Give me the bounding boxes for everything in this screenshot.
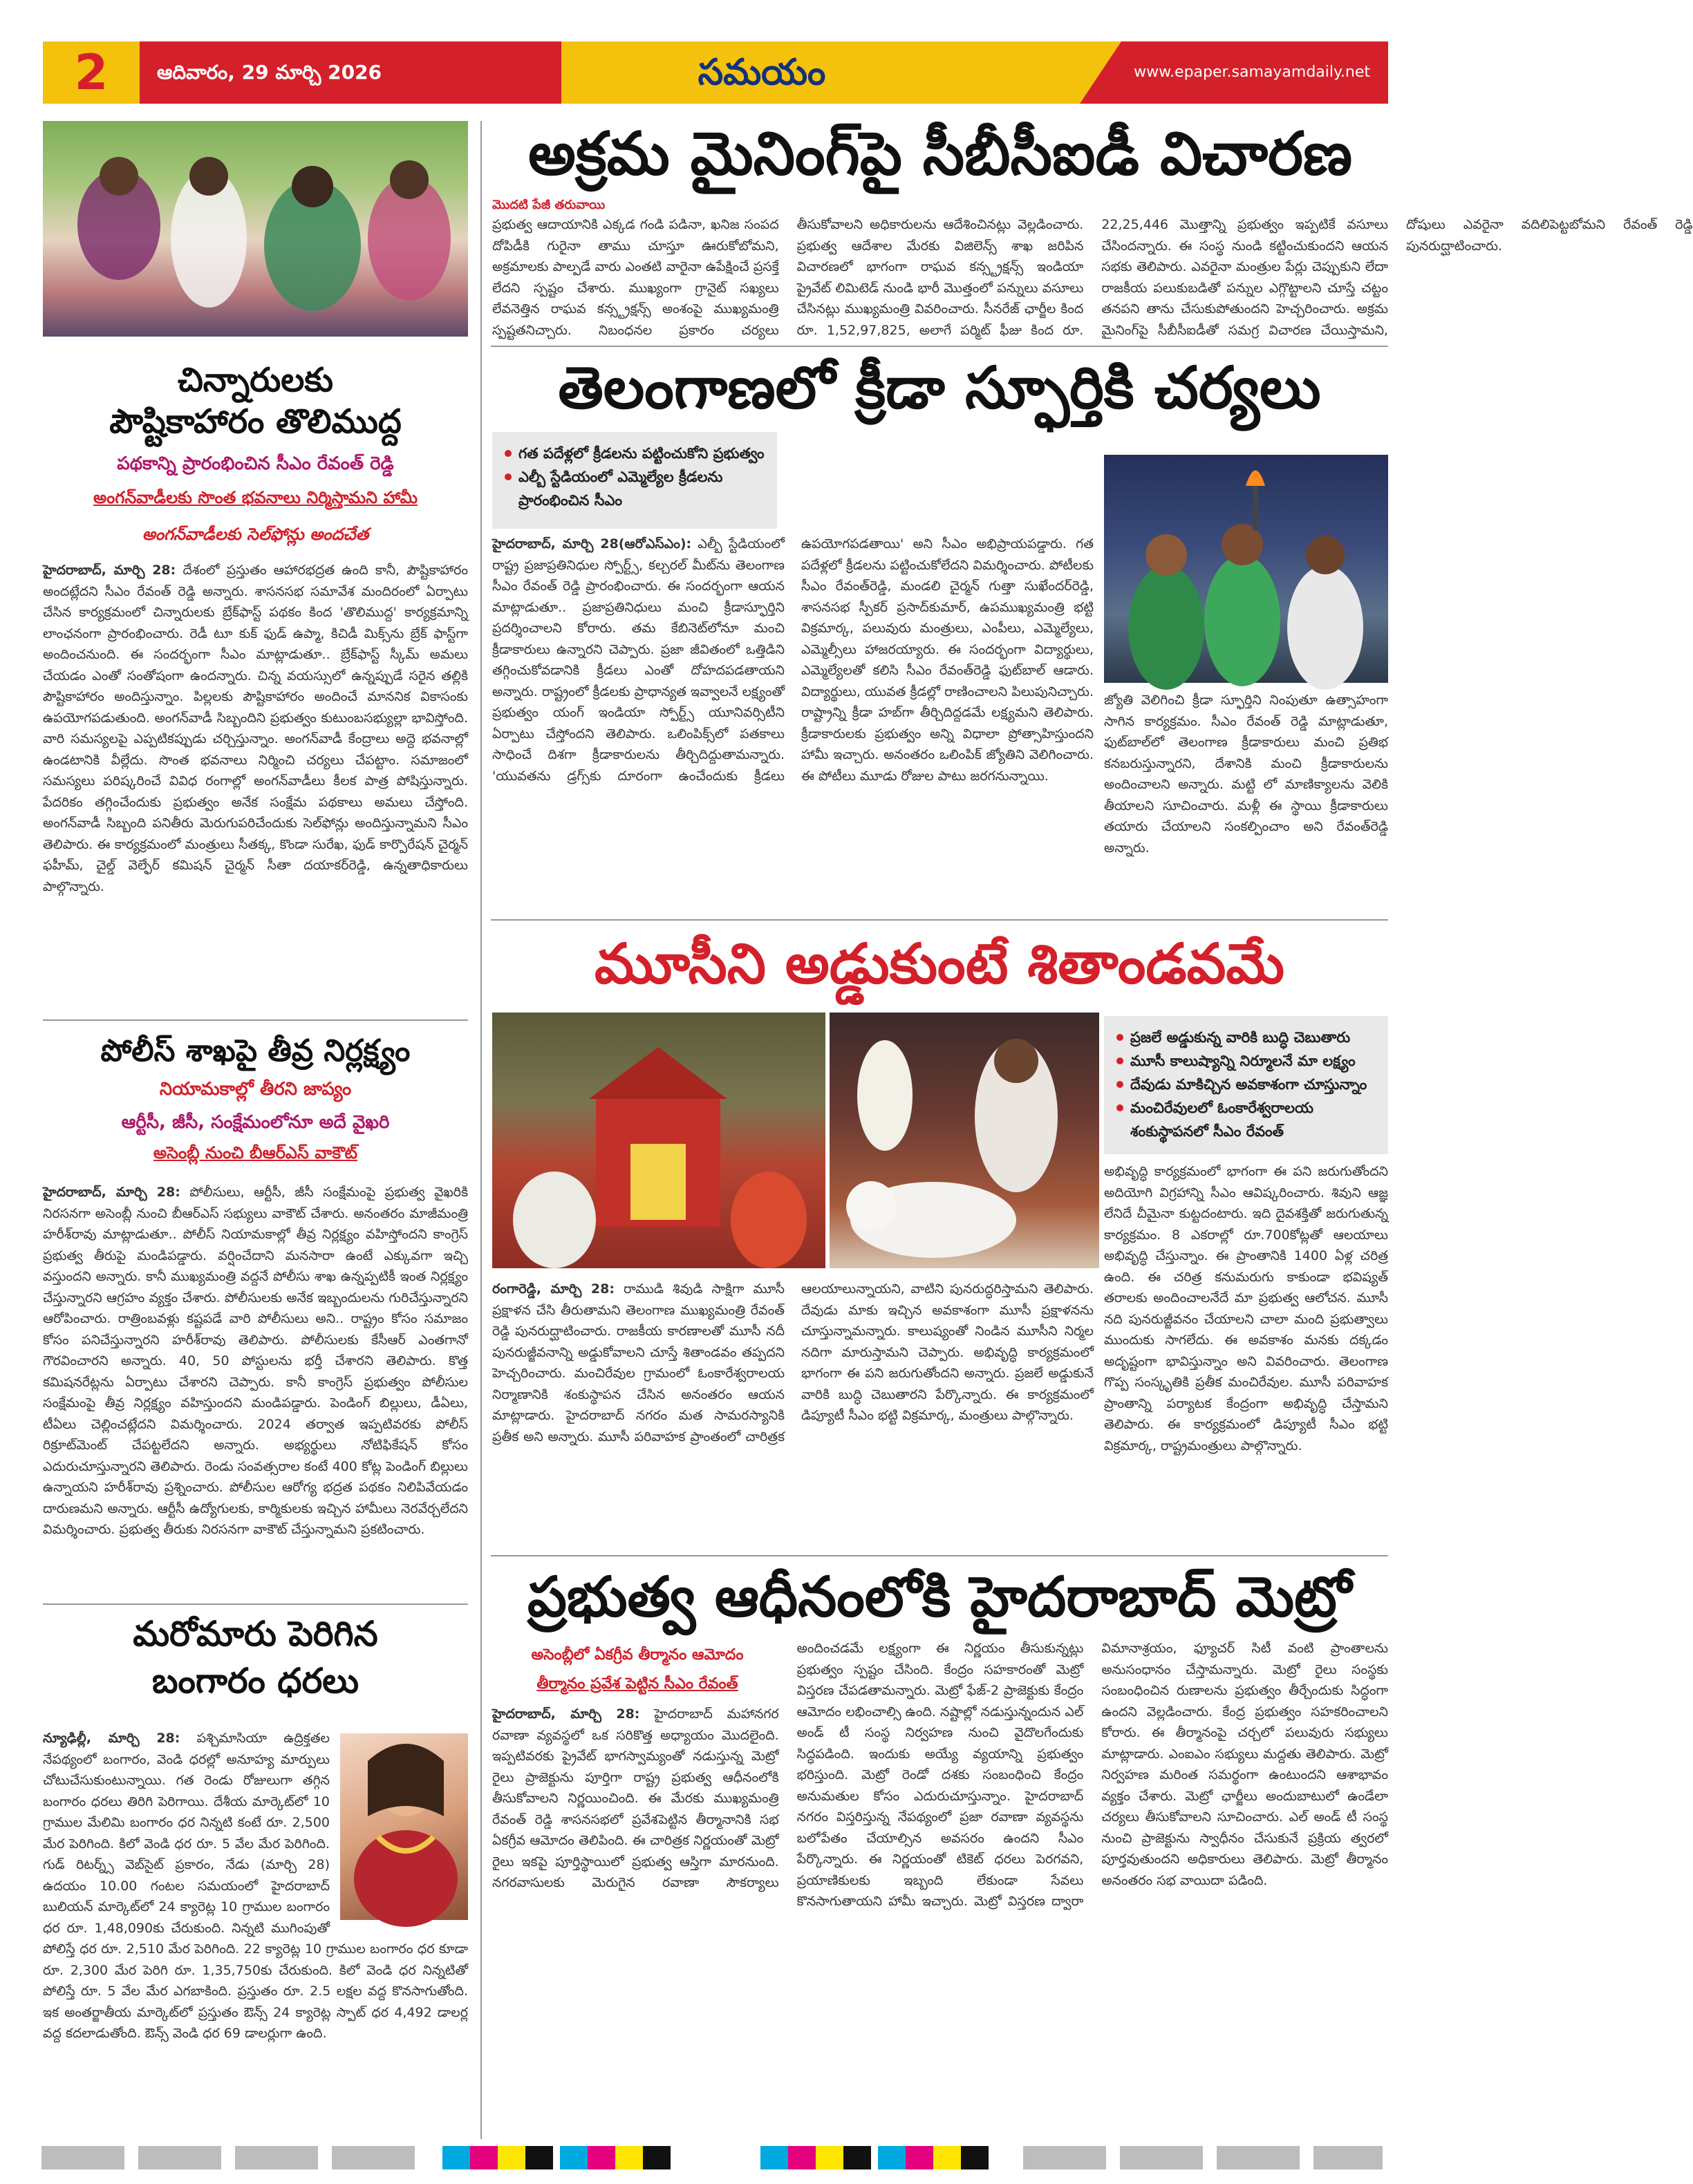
- nutrition-headline-line2: పౌష్టికాహారం తొలిముద్ద: [109, 402, 402, 441]
- cow-puja-photo: [830, 1013, 1099, 1268]
- page-number: 2: [74, 44, 109, 101]
- sports-text: ఎల్బీ స్టేడియంలో రాష్ట్ర ప్రజాప్రతినిధుల స్పోర్ట్స్, కల్చరల్ మీట్‌ను తెలంగాణ సీఎం రేవంత్ రెడ్డి ప్రారంభించారు. ఈ సందర్భంగా ఆయన మాట్లాడుతూ.. ప్రజాప్రతినిధులు మంచి క్రీడాస్ఫూర్తిని ప్రదర్శించాలని కోరారు. తమ కేబినెట్‌లోనూ మంచి క్రీడాకారులు ఉన్నారని చెప్పారు. ప్రజా జీవితంలో ఒత్తిడిని తగ్గించుకోవడానికి క్రీడలు ఎంతో దోహదపడతాయని అన్నారు. రాష్ట్రంలో క్రీడలకు ప్రాధాన్యత ఇవ్వాలనే లక్ష్యంతో ప్రభుత్వం యంగ్ ఇండియా స్పోర్ట్స్ యూనివర్సిటీని ఏర్పాటు చేస్తోందని తెలిపారు. ఒలింపిక్స్‌లో పతకాలు సాధించే దిశగా క్రీడాకారులను తీర్చిదిద్దుతామన్నారు. 'యువతను డ్రగ్స్‌కు దూరంగా ఉంచేందుకు క్రీడలు ఉపయోగపడతాయి' అని సీఎం అభిప్రాయపడ్డారు. గత పదేళ్లలో క్రీడలను పట్టించుకోలేదని విమర్శించారు. పోటీలకు సీఎం రేవంత్‌రెడ్డి, మండలి చైర్మన్ గుత్తా సుఖేందర్‌రెడ్డి, శాసనసభ స్పీకర్ ప్రసాద్‌కుమార్, ఉపముఖ్యమంత్రి భట్టి విక్రమార్క, పలువురు మంత్రులు, ఎంపీలు, ఎమ్మెల్యేలు, ఎమ్మెల్సీలు హాజరయ్యారు. ఈ సందర్భంగా విద్యార్థులు, ఎమ్మెల్యేలతో కలిసి సీఎం రేవంత్‌రెడ్డి ఫుట్‌బాల్ ఆడారు. విద్యార్థులు, యువత క్రీడల్లో రాణించాలని పిలుపునిచ్చారు. రాష్ట్రాన్ని క్రీడా హబ్‌గా తీర్చిదిద్దడమే లక్ష్యమని తెలిపారు. క్రీడాకారులకు ప్రభుత్వం అన్ని విధాలా ప్రోత్సాహిస్తుందని హామీ ఇచ్చారు. అనంతరం ఒలింపిక్ జ్యోతిని వెలిగించారు. ఈ పోటీలు మూడు రోజుల పాటు జరగనున్నాయి.: [492, 536, 1094, 784]
- sports-body: [492, 534, 1094, 910]
- musi-bullet-1: ప్రజలే అడ్డుకున్న వారికి బుద్ధి చెబుతారు: [1115, 1026, 1377, 1049]
- temple-ritual-photo: [492, 1013, 825, 1268]
- musi-dateline: రంగారెడ్డి, మార్చి 28:: [492, 1281, 615, 1297]
- sports-headline: తెలంగాణలో క్రీడా స్ఫూర్తికి చర్యలు: [558, 354, 1321, 422]
- nutrition-deck-2: అంగన్‌వాడీలకు సొంత భవనాలు నిర్మిస్తామని హామీ: [93, 488, 418, 507]
- metro-deck-1: అసెంబ్లీలో ఏకగ్రీవ తీర్మానం ఆమోదం: [531, 1646, 744, 1664]
- masthead: [43, 41, 1388, 104]
- gold-headline-line1: మరోమారు పెరిగిన: [133, 1614, 378, 1654]
- musi-body: [492, 1279, 1094, 1576]
- sports-bullet-2: ఎల్బీ స్టేడియంలో ఎమ్మెల్యేల క్రీడలను ప్రారంభించిన సీఎం: [503, 465, 766, 512]
- police-deck-1: నియామకాల్లో తీరని జాప్యం: [159, 1079, 352, 1100]
- police-deck-2: ఆర్టీసీ, జీసీ, సంక్షేమంలోనూ అదే వైఖరి: [121, 1112, 390, 1133]
- sports-caption-text: జ్యోతి వెలిగించి క్రీడా స్ఫూర్తిని నింపుతూ ఉత్సాహంగా సాగిన కార్యక్రమం. సీఎం రేవంత్ రెడ్డి మాట్లాడుతూ, ఫుట్‌బాల్‌లో తెలంగాణ క్రీడాకారులు మంచి ప్రతిభ కనబరుస్తున్నారని, దేశానికి మంచి క్రీడాకారులను అందించాలని అన్నారు. మట్టి లో మాణిక్యాలను వెలికి తీయాలని సూచించారు. మళ్లీ ఈ స్థాయి క్రీడాకారులు తయారు చేయాలని సంకల్పించాం అని రేవంత్‌రెడ్డి అన్నారు.: [1104, 693, 1388, 856]
- musi-text-2: అభివృద్ధి కార్యక్రమంలో భాగంగా ఈ పని జరుగుతోందని అదియోగి విగ్రహాన్ని సీఎం ఆవిష్కరించారు. శివుని ఆజ్ఞ లేనిదే చీమైనా కుట్టదంటారు. ఇది దైవశక్తితో జరుగుతున్న కార్యక్రమం. 8 ఎకరాల్లో రూ.700కోట్లతో ఆలయాలు అభివృద్ధి చేస్తున్నాం. ఈ ప్రాంతానికి 1400 ఏళ్ల చరిత్ర ఉంది. ఈ చరిత్ర కనుమరుగు కాకుండా భవిష్యత్ తరాలకు అందించాలనేదే మా ప్రభుత్వ ఆలోచన. మూసీ నది పునరుజ్జీవనం చేయాలని చాలా మంది ప్రభుత్వాలు ముందుకు సాగలేదు. ఈ అవకాశం మనకు దక్కడం అదృష్టంగా భావిస్తున్నాం అని వివరించారు. తెలంగాణ గొప్ప సంస్కృతికి ప్రతీక మంచిరేవుల. మూసీ పరివాహక ప్రాంతాన్ని పర్యాటక కేంద్రంగా అభివృద్ధి చేస్తామని తెలిపారు. ఈ కార్యక్రమంలో డిప్యూటీ సీఎం భట్టి విక్రమార్క, రాష్ట్రమంత్రులు పాల్గొన్నారు.: [1104, 1164, 1388, 1453]
- nutrition-launch-photo: [43, 121, 468, 337]
- nutrition-body: [43, 560, 468, 1016]
- epaper-url[interactable]: www.epaper.samayamdaily.net: [1134, 64, 1370, 81]
- musi-headline: మూసీని అడ్డుకుంటే శితాండవమే: [594, 932, 1285, 996]
- musi-body-2: [1104, 1161, 1388, 1576]
- police-deck-3: అసెంబ్లీ నుంచి బీఆర్ఎస్ వాకౌట్: [153, 1143, 358, 1162]
- gold-text: పశ్చిమాసియా ఉద్రిక్తతల నేపథ్యంలో బంగారం, వెండి ధరల్లో అనూహ్య మార్పులు చోటుచేసుకుంటున్నాయి. గత రెండు రోజులుగా తగ్గిన బంగారం ధరలు తిరిగి పెరిగాయి. దేశీయ మార్కెట్‌లో 10 గ్రాముల మేలిమి బంగారం ధర నిన్నటి కంటే రూ. 2,500 మేర పెరిగింది. కిలో వెండి ధర రూ. 5 వేల మేర పెరిగింది. గుడ్ రిటర్న్స్ వెబ్‌సైట్ ప్రకారం, నేడు (మార్చి 28) ఉదయం 10.00 గంటల సమయంలో హైదరాబాద్ బులియన్ మార్కెట్‌లో 24 క్యారెట్ల 10 గ్రాముల బంగారం ధర రూ. 1,48,090కు చేరుకుంది. నిన్నటి ముగింపుతో పోలిస్తే ధర రూ. 2,510 మేర పెరిగింది. 22 క్యారెట్ల 10 గ్రాముల బంగారం ధర కూడా రూ. 2,300 మేర పెరిగి రూ. 1,35,750కు చేరుకుంది. కిలో వెండి ధర నిన్నటితో పోలిస్తే రూ. 5 వేల మేర ఎగబాకింది. ప్రస్తుతం రూ. 2.5 లక్షల వద్ద కొనసాగుతోంది. ఇక అంతర్జాతీయ మార్కెట్‌లో ప్రస్తుతం ఔన్స్ 24 క్యారెట్ల స్పాట్ ధర 4,492 డాలర్ల వద్ద కదలాడుతోంది. ఔన్స్ వెండి ధర 69 డాలర్లుగా ఉంది.: [43, 1731, 468, 2041]
- musi-bullet-2: మూసీ కాలుష్యాన్ని నిర్మూలనే మా లక్ష్యం: [1115, 1049, 1377, 1073]
- metro-body: [492, 1638, 1388, 2139]
- metro-deck-2: తీర్మానం ప్రవేశ పెట్టిన సీఎం రేవంత్: [536, 1675, 738, 1693]
- police-text: పోలీసులు, ఆర్టీసీ, జీసీ సంక్షేమంపై ప్రభుత్వ వైఖరికి నిరసనగా అసెంబ్లీ నుంచి బీఆర్ఎస్ సభ్యులు వాకౌట్ చేశారు. అనంతరం మాజీమంత్రి హరీశ్‌రావు మాట్లాడుతూ.. పోలీస్ నియామకాల్లో తీవ్ర నిర్లక్ష్యం వహిస్తోందని కాంగ్రెస్ ప్రభుత్వ తీరుపై మండిపడ్డారు. వర్షించేదాని మనసారా ఉంటే ఎక్కువగా ఇచ్చి వస్తుందని అన్నారు. కానీ ముఖ్యమంత్రి వద్దనే పోలీసు శాఖ ఉన్నప్పటికీ ఇంత నిర్లక్ష్యం చేస్తున్నారని ఆగ్రహం వ్యక్తం చేశారు. పోలీసులకు అనేక ఇబ్బందులను గురిచేస్తున్నారని ఆరోపించారు. రాత్రింబవళ్లు కష్టపడే వారి పోలీసులు అని.. రాష్ట్రం కోసం సమాజం కోసం పనిచేస్తున్నారని హరీశ్‌రావు తెలిపారు. పోలీసులకు కేసీఆర్ ఎంతగానో గౌరవించారని అన్నారు. 40, 50 పోస్టులను భర్తీ చేశారని తెలిపారు. కొత్త కమిషనరేట్లను ఏర్పాటు చేశారని చెప్పారు. కానీ కాంగ్రెస్ ప్రభుత్వం పోలీసుల సంక్షేమంపై తీవ్ర నిర్లక్ష్యం వహిస్తుందని మండిపడ్డారు. పెండింగ్ బిల్లులు, డీఏలు, టీఏలు చెల్లించట్లేదని విమర్శించారు. 2024 తర్వాత ఇప్పటివరకు పోలీస్ రిక్రూట్‌మెంట్ చేపట్టలేదని అన్నారు. అభ్యర్థులు నోటిఫికేషన్ కోసం ఎదురుచూస్తున్నారని తెలిపారు. రెండు సంవత్సరాల కంటే 400 కోట్ల పెండింగ్ బిల్లులు ఉన్నాయని హరీశ్‌రావు ప్రశ్నించారు. పోలీసుల ఆరోగ్య భద్రత పథకం నిలిపివేయడం దారుణమని అన్నారు. ఆర్టీసీ ఉద్యోగులకు, కార్మికులకు ఇచ్చిన హామీలు నెరవేర్చలేదని విమర్శించారు. ప్రభుత్వ తీరుకు నిరసనగా వాకౌట్ చేస్తున్నామని ప్రకటించారు.: [43, 1185, 468, 1537]
- brand-logo: సమయం: [698, 52, 826, 93]
- nutrition-dateline: హైదరాబాద్, మార్చి 28:: [43, 563, 176, 578]
- metro-text: హైదరాబాద్ మహానగర రవాణా వ్యవస్థలో ఒక సరికొత్త అధ్యాయం మొదలైంది. ఇప్పటివరకు ప్రైవేట్ భాగస్వామ్యంతో నడుస్తున్న మెట్రో రైలు ప్రాజెక్టును పూర్తిగా రాష్ట్ర ప్రభుత్వ ఆధీనంలోకి తీసుకోవాలని నిర్ణయించింది. ఈ మేరకు ముఖ్యమంత్రి రేవంత్ రెడ్డి శాసనసభలో ప్రవేశపెట్టిన తీర్మానానికి సభ ఏకగ్రీవ ఆమోదం తెలిపింది. ఈ చారిత్రక నిర్ణయంతో మెట్రో రైలు ఇకపై పూర్తిస్థాయిలో ప్రభుత్వ ఆస్తిగా మారనుంది. నగరవాసులకు మెరుగైన రవాణా సౌకర్యాలు అందించడమే లక్ష్యంగా ఈ నిర్ణయం తీసుకున్నట్లు ప్రభుత్వం స్పష్టం చేసింది. కేంద్రం సహకారంతో మెట్రో విస్తరణ చేపడతామన్నారు. మెట్రో ఫేజ్-2 ప్రాజెక్టుకు కేంద్రం ఆమోదం లభించాల్సి ఉంది. నష్టాల్లో నడుస్తున్నందున ఎల్ అండ్ టీ సంస్థ నిర్వహణ నుంచి వైదొలగేందుకు సిద్ధపడింది. ఇందుకు అయ్యే వ్యయాన్ని ప్రభుత్వం భరిస్తుంది. మెట్రో రెండో దశకు సంబంధించి కేంద్రం అనుమతుల కోసం ఎదురుచూస్తున్నాం. హైదరాబాద్ నగరం విస్తరిస్తున్న నేపథ్యంలో ప్రజా రవాణా వ్యవస్థను బలోపేతం చేయాల్సిన అవసరం ఉందని సీఎం పేర్కొన్నారు. ఈ నిర్ణయంతో టికెట్ ధరలు పెరగవని, ప్రయాణికులకు ఇబ్బంది లేకుండా సేవలు కొనసాగుతాయని హామీ ఇచ్చారు. మెట్రో విస్తరణ ద్వారా విమానాశ్రయం, ఫ్యూచర్ సిటీ వంటి ప్రాంతాలను అనుసంధానం చేస్తామన్నారు. మెట్రో రైలు సంస్థకు సంబంధించిన రుణాలను ప్రభుత్వం తీర్చేందుకు సిద్ధంగా ఉందని వెల్లడించారు. కేంద్ర ప్రభుత్వం సహకరించాలని కోరారు. ఈ తీర్మానంపై చర్చలో పలువురు సభ్యులు మాట్లాడారు. ఎంఐఎం సభ్యులు మద్దతు తెలిపారు. మెట్రో నిర్వహణ మరింత సమర్థంగా ఉంటుందని ఆశాభావం వ్యక్తం చేశారు. మెట్రో ఛార్జీలు అందుబాటులో ఉండేలా చర్యలు తీసుకోవాలని సూచించారు. ఎల్ అండ్ టీ సంస్థ నుంచి ప్రాజెక్టును స్వాధీనం చేసుకునే ప్రక్రియ త్వరలో పూర్తవుతుందని అధికారులు తెలిపారు. మెట్రో తీర్మానం అనంతరం సభ వాయిదా పడింది.: [492, 1641, 1388, 1909]
- sports-torch-photo: [1104, 455, 1388, 683]
- mining-text: ప్రభుత్వ ఆదాయానికి ఎక్కడ గండి పడినా, ఖనిజ సంపద దోపిడీకి గురైనా తాము చూస్తూ ఊరుకోబోమని, అక్రమాలకు పాల్పడే వారు ఎంతటి వారైనా ఉపేక్షించే ప్రసక్తే లేదని స్పష్టం చేశారు. ముఖ్యంగా గ్రానైట్ సఖ్యలు లేవనెత్తిన రాఘవ కన్స్ట్రక్షన్స్ అంశంపై ముఖ్యమంత్రి స్పష్టతనిచ్చారు. నిబంధనల ప్రకారం చర్యలు తీసుకోవాలని అధికారులను ఆదేశించినట్లు వెల్లడించారు. ప్రభుత్వ ఆదేశాల మేరకు విజిలెన్స్ శాఖ జరిపిన విచారణలో భాగంగా రాఘవ కన్స్ట్రక్షన్స్ ఇండియా ప్రైవేట్ లిమిటెడ్ నుండి భారీ మొత్తంలో పన్నులు వసూలు చేసినట్లు ముఖ్యమంత్రి వివరించారు. సీనరేజ్ ఛార్జీల కింద రూ. 1,52,97,825, అలాగే పర్మిట్ ఫీజు కింద రూ. 22,25,446 మొత్తాన్ని ప్రభుత్వం ఇప్పటికే వసూలు చేసిందన్నారు. ఈ సంస్థ నుండి కట్టించుకుందని ఆయన సభకు తెలిపారు. ఎవరైనా మంత్రుల పేర్లు చెప్పుకుని లేదా రాజకీయ పలుకుబడితో పన్నుల ఎగ్గొట్టాలని చూస్తే చట్టం తనపని తాను చేసుకుపోతుందని హెచ్చరించారు. అక్రమ మైనింగ్‌పై సీబీసీఐడీతో సమగ్ర విచారణ చేయిస్తామని, దోషులు ఎవరైనా వదిలిపెట్టబోమని రేవంత్ రెడ్డి పునరుద్ఘాటించారు.: [492, 217, 1693, 338]
- gold-body: [43, 1728, 468, 2143]
- sports-dateline: హైదరాబాద్, మార్చి 28(ఆరోఎస్ఎం):: [492, 536, 692, 552]
- print-color-bar: [0, 2143, 1429, 2184]
- sports-caption: [1104, 690, 1388, 911]
- musi-bullets: [1104, 1016, 1388, 1154]
- mining-headline: అక్రమ మైనింగ్‌పై సీబీసీఐడీ విచారణ: [528, 120, 1352, 189]
- nutrition-deck-1: పథకాన్ని ప్రారంభించిన సీఎం రేవంత్ రెడ్డి: [117, 453, 394, 474]
- gold-headline-line2: బంగారం ధరలు: [151, 1661, 359, 1701]
- police-dateline: హైదరాబాద్, మార్చి 28:: [43, 1185, 180, 1200]
- metro-headline: ప్రభుత్వ ఆధీనంలోకి హైదరాబాద్ మెట్రో: [527, 1565, 1352, 1629]
- musi-bullet-4: మంచిరేవులలో ఓంకారేశ్వరాలయ శంకుస్థాపనలో సీఎం రేవంత్: [1115, 1096, 1377, 1143]
- musi-bullet-3: దేవుడు మాకిచ్చిన అవకాశంగా చూస్తున్నాం: [1115, 1073, 1377, 1096]
- police-headline: పోలీస్ శాఖపై తీవ్ర నిర్లక్ష్యం: [100, 1033, 411, 1069]
- sports-bullets: [492, 432, 777, 529]
- musi-text: రాముడి శివుడి సాక్షిగా మూసీ ప్రక్షాళన చేసి తీరుతామని తెలంగాణ ముఖ్యమంత్రి రేవంత్ రెడ్డి పునరుద్ఘాటించారు. రాజకీయ కారణాలతో మూసీ నదీ పునరుజ్జీవనాన్ని అడ్డుకోవాలని చూస్తే శితాండవం తప్పదని హెచ్చరించారు. మంచిరేవుల గ్రామంలో ఓంకారేశ్వరాలయ నిర్మాణానికి శంకుస్థాపన చేసిన అనంతరం ఆయన మాట్లాడారు. హైదరాబాద్ నగరం మత సామరస్యానికి ప్రతీక అని అన్నారు. మూసీ పరివాహక ప్రాంతంలో చారిత్రక ఆలయాలున్నాయని, వాటిని పునరుద్ధరిస్తామని తెలిపారు. దేవుడు మాకు ఇచ్చిన అవకాశంగా మూసీ ప్రక్షాళనను చూస్తున్నామన్నారు. కాలుష్యంతో నిండిన మూసీని నిర్మల నదిగా మారుస్తామని చెప్పారు. అభివృద్ధి కార్యక్రమంలో భాగంగా ఈ పని జరుగుతోందని అన్నారు. ప్రజలే అడ్డుకునే వారికి బుద్ధి చెబుతారని పేర్కొన్నారు. ఈ కార్యక్రమంలో డిప్యూటీ సీఎం భట్టి విక్రమార్క, మంత్రులు పాల్గొన్నారు.: [492, 1281, 1094, 1444]
- issue-date: ఆదివారం, 29 మార్చి 2026: [157, 61, 382, 84]
- nutrition-headline-line1: చిన్నారులకు: [178, 361, 333, 399]
- mining-kicker: మొదటి పేజీ తరువాయి: [492, 198, 606, 212]
- nutrition-deck-3: అంగన్‌వాడీలకు సెల్‌ఫోన్లు అందచేత: [142, 525, 369, 544]
- mining-body: [492, 214, 1693, 342]
- nutrition-text: దేశంలో ప్రస్తుతం ఆహారభద్రత ఉంది కానీ, పౌష్టికాహారం అందట్లేదని సీఎం రేవంత్ రెడ్డి అన్నారు. శాసనసభ సమావేశ మందిరంలో ఏర్పాటు చేసిన కార్యక్రమంలో చిన్నారులకు బ్రేక్‌ఫాస్ట్ పథకం కింద 'తొలిముద్ద' కార్యక్రమాన్ని లాంఛనంగా ప్రారంభించారు. రెడీ టూ కుక్ ఫుడ్ ఉప్మా, కిచిడీ మిక్స్‌ను బ్రేక్ ఫాస్ట్‌గా అందించనుంది. ఈ సందర్భంగా సీఎం మాట్లాడుతూ.. బ్రేక్‌ఫాస్ట్ స్కీమ్ అమలు చేయడం ఎంతో సంతోషంగా ఉందన్నారు. చిన్న వయస్సులో ఉన్నప్పుడే సరైన తల్లికి పౌష్టికాహారం అందిస్తున్నాం. పిల్లలకు పౌష్టికాహారం అందించే మాననిక వికాసంకు ఉపయోగపడుతుంది. అంగన్‌వాడీ సిబ్బందిని ప్రభుత్వం కుటుంబసభ్యుల్లా భావిస్తోంది. వారి సమస్యలపై ఎప్పటికప్పుడు చర్చిస్తున్నాం. అంగన్‌వాడీ కేంద్రాలు అద్దె భవనాల్లో ఉండటానికి వీల్లేదు. సొంత భవనాలు నిర్మించి చర్యలు చేపట్టాం. సమాజంలో సమస్యలు పరిష్కరించే వివిధ రంగాల్లో అంగన్‌వాడీలు కీలక పాత్ర పోషిస్తున్నారు. పేదరికం తగ్గించేందుకు ప్రభుత్వం అనేక సంక్షేమ పథకాలు అమలు చేస్తోంది. అంగన్‌వాడీ సిబ్బంది పనితీరు మెరుగుపరిచేందుకు సెల్‌ఫోన్లు అందిస్తున్నామని సీఎం తెలిపారు. ఈ కార్యక్రమంలో మంత్రులు సీతక్క, కొండా సురేఖ, ఫుడ్ కార్పొరేషన్ చైర్మన్ ఫహీమ్, చైల్డ్ వెల్ఫేర్ కమిషన్ చైర్మన్ సీతా దయాకర్‌రెడ్డి, ఉన్నతాధికారులు పాల్గొన్నారు.: [43, 563, 468, 894]
- sports-bullet-1: గత పదేళ్లలో క్రీడలను పట్టించుకోని ప్రభుత్వం: [503, 442, 766, 465]
- gold-dateline: న్యూఢిల్లీ, మార్చి 28:: [43, 1731, 180, 1746]
- metro-dateline: హైదరాబాద్, మార్చి 28:: [492, 1706, 640, 1722]
